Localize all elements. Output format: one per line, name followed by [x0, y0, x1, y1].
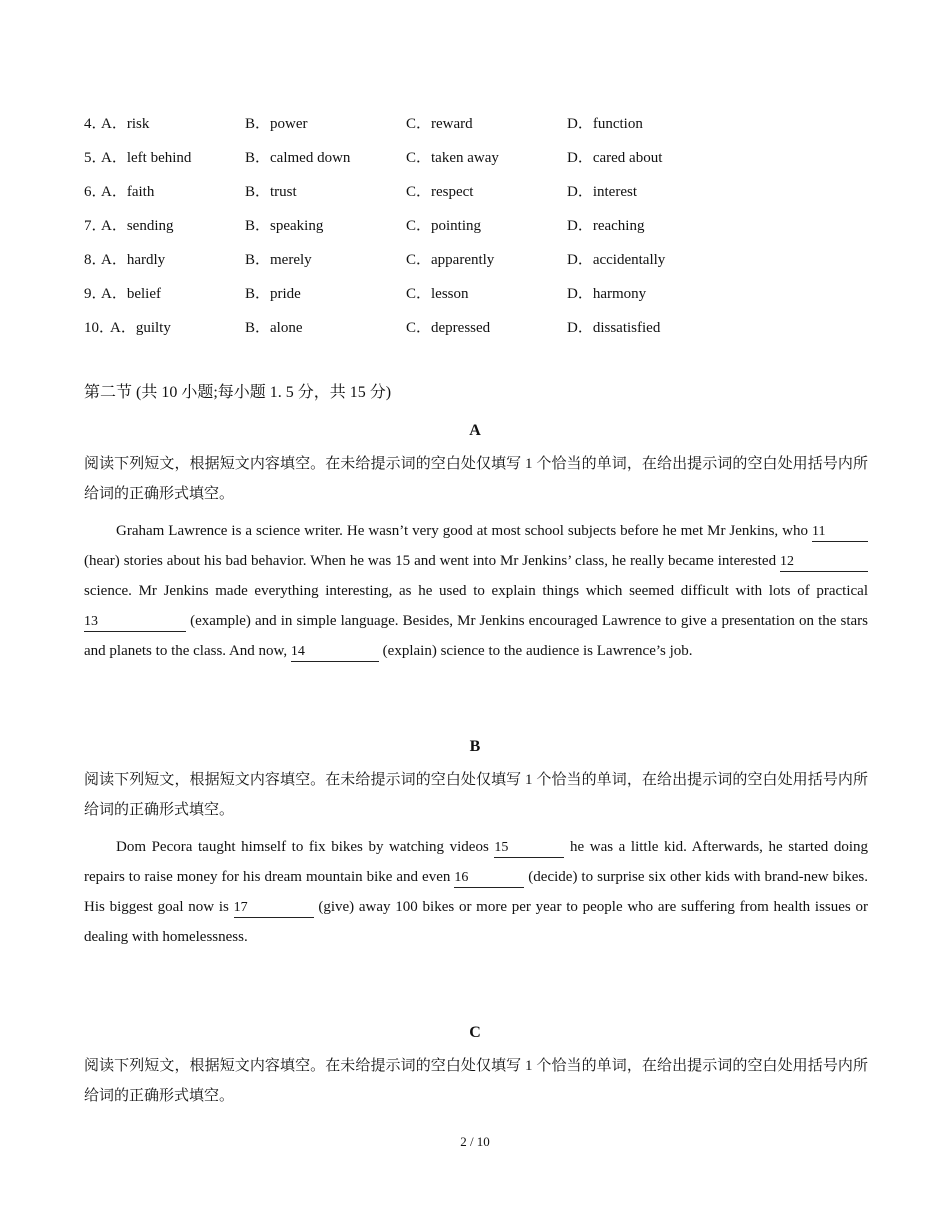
option-c: C．depressed — [406, 320, 491, 336]
option-d: D．dissatisfied — [567, 320, 661, 336]
passage-a-instruction: 阅读下列短文，根据短文内容填空。在未给提示词的空白处仅填写 1 个恰当的单词，在给出提示词的空白处用括号内所给词的正确形式填空。 — [84, 456, 868, 502]
option-c: C．pointing — [406, 218, 482, 234]
option-a: A．hardly — [101, 252, 166, 268]
option-a: A．belief — [101, 286, 161, 302]
text-segment: (hear) stories about his bad behavior. When he was 15 and went into Mr Jenkins’ class, he really became interested — [84, 553, 780, 569]
option-d: D．function — [567, 116, 643, 132]
question-number: 4． — [84, 116, 107, 132]
option-b: B．pride — [245, 286, 301, 302]
passage-b-text — [84, 832, 868, 952]
text-segment: he was a little kid. Afterwards, he started doing repairs to raise money for his dream mountain bike and even — [84, 839, 868, 885]
question-number: 5． — [84, 150, 107, 166]
blank-16: 16 — [454, 870, 524, 888]
question-number: 8． — [84, 252, 107, 268]
text-segment: (give) away 100 bikes or more per year to people who are suffering from health issues or dealing with homelessness. — [84, 899, 868, 945]
question-number: 9． — [84, 286, 107, 302]
option-b: B．speaking — [245, 218, 324, 234]
option-a: A．guilty — [110, 320, 171, 336]
passage-a-text — [84, 516, 868, 666]
text-segment: (decide) to surprise six other kids with brand-new bikes. His biggest goal now is — [84, 869, 868, 915]
passage-c-instruction: 阅读下列短文，根据短文内容填空。在未给提示词的空白处仅填写 1 个恰当的单词，在给出提示词的空白处用括号内所给词的正确形式填空。 — [84, 1058, 868, 1104]
option-a: A．risk — [101, 116, 150, 132]
blank-15: 15 — [494, 840, 564, 858]
option-b: B．merely — [245, 252, 312, 268]
blank-12: 12 — [780, 554, 868, 572]
option-b: B．alone — [245, 320, 303, 336]
passage-b-heading: B — [469, 738, 481, 755]
blank-17: 17 — [234, 900, 314, 918]
option-d: D．cared about — [567, 150, 663, 166]
option-a: A．faith — [101, 184, 155, 200]
blank-14: 14 — [291, 644, 379, 662]
passage-a-heading: A — [469, 422, 481, 439]
option-c: C．taken away — [406, 150, 499, 166]
option-c: C．reward — [406, 116, 473, 132]
blank-11: 11 — [812, 524, 868, 542]
question-number: 6． — [84, 184, 107, 200]
option-c: C．respect — [406, 184, 474, 200]
option-b: B．power — [245, 116, 308, 132]
passage-b-instruction: 阅读下列短文，根据短文内容填空。在未给提示词的空白处仅填写 1 个恰当的单词，在给出提示词的空白处用括号内所给词的正确形式填空。 — [84, 772, 868, 818]
passage-c-heading: C — [469, 1024, 481, 1041]
question-number: 10． — [84, 320, 115, 336]
blank-13: 13 — [84, 614, 186, 632]
option-d: D．harmony — [567, 286, 647, 302]
option-d: D．interest — [567, 184, 637, 200]
option-b: B．trust — [245, 184, 297, 200]
option-a: A．sending — [101, 218, 174, 234]
text-segment: (explain) science to the audience is Lawrence’s job. — [378, 643, 693, 659]
section-title: 第二节 (共 10 小题;每小题 1. 5 分，共 15 分) — [84, 384, 392, 401]
option-d: D．reaching — [567, 218, 645, 234]
text-segment: (example) and in simple language. Besides, Mr Jenkins encouraged Lawrence to give a presentation on the stars and planets to the class. And now, — [84, 613, 868, 659]
option-a: A．left behind — [101, 150, 192, 166]
option-c: C．apparently — [406, 252, 495, 268]
text-segment: Graham Lawrence is a science writer. He wasn’t very good at most school subjects before he met Mr Jenkins, who — [116, 523, 812, 539]
text-segment: Dom Pecora taught himself to fix bikes by watching videos — [116, 839, 495, 855]
page-number: 2 / 10 — [460, 1134, 490, 1149]
option-c: C．lesson — [406, 286, 469, 302]
question-number: 7． — [84, 218, 107, 234]
text-segment: science. Mr Jenkins made everything interesting, as he used to explain things which seemed difficult with lots of practical — [84, 583, 868, 599]
option-d: D．accidentally — [567, 252, 666, 268]
option-b: B．calmed down — [245, 150, 351, 166]
